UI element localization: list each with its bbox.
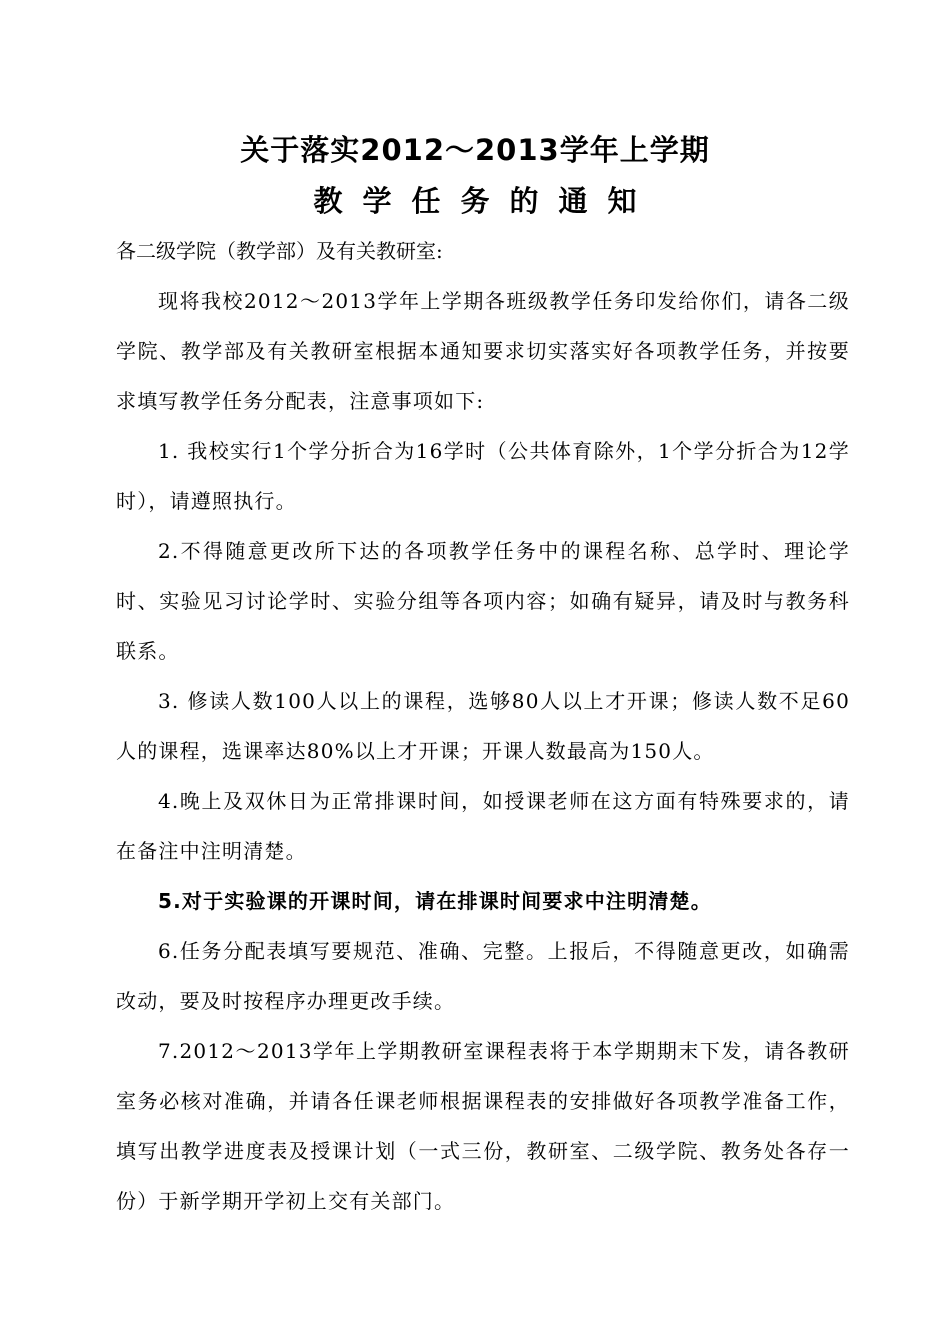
intro-paragraph: 现将我校2012～2013学年上学期各班级教学任务印发给你们，请各二级学院、教学部及有关教研室根据本通知要求切实落实好各项教学任务，并按要求填写教学任务分配表，注意事项如下:	[116, 289, 850, 413]
item-paragraph-2: 2.不得随意更改所下达的各项教学任务中的课程名称、总学时、理论学时、实验见习讨论学时、实验分组等各项内容；如确有疑异，请及时与教务科联系。	[116, 539, 850, 663]
document-body	[116, 226, 850, 1226]
item-paragraph-3: 3. 修读人数100人以上的课程，选够80人以上才开课；修读人数不足60人的课程，选课率达80%以上才开课；开课人数最高为150人。	[116, 689, 850, 763]
salutation: 各二级学院（教学部）及有关教研室:	[116, 239, 443, 263]
item-paragraph-1: 1. 我校实行1个学分折合为16学时（公共体育除外，1个学分折合为12学时），请遵照执行。	[116, 439, 850, 513]
item-paragraph-4: 4.晚上及双休日为正常排课时间，如授课老师在这方面有特殊要求的，请在备注中注明清楚。	[116, 789, 850, 863]
document-title-line1: 关于落实2012～2013学年上学期	[240, 133, 710, 167]
item-paragraph-6: 6.任务分配表填写要规范、准确、完整。上报后，不得随意更改，如确需改动，要及时按程序办理更改手续。	[116, 939, 850, 1013]
item-paragraph-5: 5.对于实验课的开课时间，请在排课时间要求中注明清楚。	[158, 889, 712, 913]
item-paragraph-7: 7.2012～2013学年上学期教研室课程表将于本学期期末下发，请各教研室务必核对准确，并请各任课老师根据课程表的安排做好各项教学准备工作，填写出教学进度表及授课计划（一式三份，教研室、二级学院、教务处各存一份）于新学期开学初上交有关部门。	[116, 1039, 850, 1213]
document-title-line2: 教学任务的通知	[313, 184, 657, 218]
